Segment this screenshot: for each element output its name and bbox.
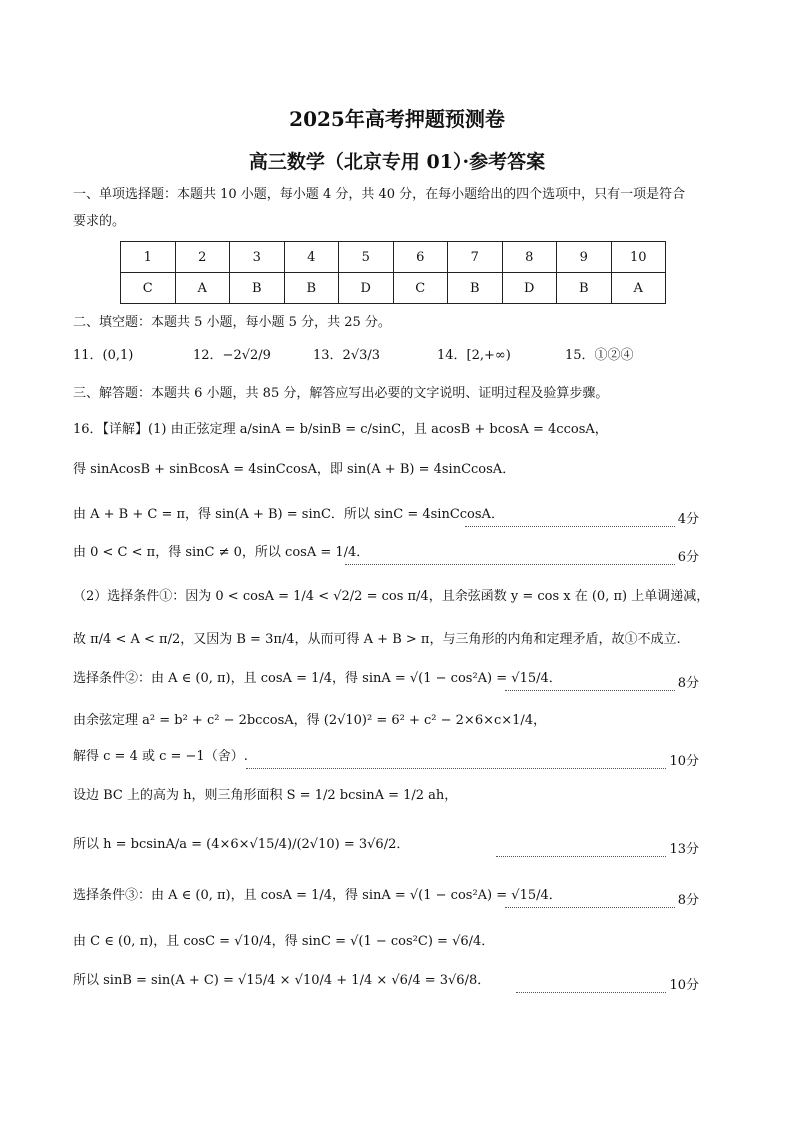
answer-number-row xyxy=(121,242,666,273)
score-mark: 8分 xyxy=(505,889,699,908)
question-number: 6 xyxy=(393,242,448,273)
fill-item-11 xyxy=(73,349,133,362)
section2-heading: 二、填空题：本题共 5 小题，每小题 5 分，共 25 分。 xyxy=(73,315,391,330)
solution-line: 所以 h = bcsinA/a = (4×6×√15/4)/(2√10) = 3√6/2． xyxy=(73,837,410,852)
solution-line: 16．【详解】(1) 由正弦定理 a/sinA = b/sinB = c/sinC，且 acosB + bcosA = 4ccosA， xyxy=(73,422,608,437)
section3-heading: 三、解答题：本题共 6 小题，共 85 分，解答应写出必要的文字说明、证明过程及验算步骤。 xyxy=(73,386,609,401)
solution-line: 故 π/4 < A < π/2，又因为 B = 3π/4，从而可得 A + B > π，与三角形的内角和定理矛盾，故①不成立. xyxy=(73,632,681,647)
score-mark: 13分 xyxy=(496,838,699,857)
solution-line: 由 0 < C < π，得 sinC ≠ 0，所以 cosA = 1/4． xyxy=(73,545,370,560)
answer-cell: B xyxy=(284,273,339,304)
doc-title: 2025年高考押题预测卷 xyxy=(289,107,505,131)
fill-number: 13． xyxy=(313,348,343,363)
fill-answer: (0,1) xyxy=(102,348,134,363)
solution-line: 选择条件③：由 A ∈ (0, π)，且 cosA = 1/4，得 sinA = √(1 − cos²A) = √15/4． xyxy=(73,888,562,903)
answer-cell: B xyxy=(557,273,612,304)
fill-item-13 xyxy=(313,349,380,362)
answer-cell: B xyxy=(448,273,503,304)
answer-cell: D xyxy=(502,273,557,304)
score-mark: 4分 xyxy=(465,508,699,527)
question-number: 3 xyxy=(230,242,285,273)
answer-cell: D xyxy=(339,273,394,304)
solution-line: 选择条件②：由 A ∈ (0, π)，且 cosA = 1/4，得 sinA = √(1 − cos²A) = √15/4． xyxy=(73,671,562,686)
section1-heading-2: 要求的。 xyxy=(73,214,126,229)
question-number: 2 xyxy=(175,242,230,273)
answer-cell: C xyxy=(121,273,176,304)
section1-heading-1: 一、单项选择题：本题共 10 小题，每小题 4 分，共 40 分，在每小题给出的四个选项中，只有一项是符合 xyxy=(73,187,686,202)
solution-line: 所以 sinB = sin(A + C) = √15/4 × √10/4 + 1/4 × √6/4 = 3√6/8． xyxy=(73,973,491,988)
fill-item-14 xyxy=(437,349,511,362)
fill-number: 11． xyxy=(73,348,103,363)
solution-line: （2）选择条件①：因为 0 < cosA = 1/4 < √2/2 = cos π/4，且余弦函数 y = cos x 在 (0, π) 上单调递减， xyxy=(73,589,710,604)
solution-line: 由 A + B + C = π，得 sin(A + B) = sinC．所以 sinC = 4sinCcosA． xyxy=(73,507,504,522)
fill-answer: ①②④ xyxy=(594,348,634,363)
fill-answer: 2√3/3 xyxy=(342,348,381,363)
answer-cell: B xyxy=(230,273,285,304)
answer-row xyxy=(121,273,666,304)
solution-line: 设边 BC 上的高为 h，则三角形面积 S = 1/2 bcsinA = 1/2 ah， xyxy=(73,788,458,803)
score-mark: 8分 xyxy=(505,672,699,691)
answer-cell: A xyxy=(175,273,230,304)
fill-number: 15． xyxy=(565,348,595,363)
doc-subtitle: 高三数学（北京专用 01）·参考答案 xyxy=(248,151,546,173)
solution-line: 解得 c = 4 或 c = −1（舍）. xyxy=(73,749,248,764)
question-number: 10 xyxy=(611,242,666,273)
solution-line: 由余弦定理 a² = b² + c² − 2bccosA，得 (2√10)² = 6² + c² − 2×6×c×1/4， xyxy=(73,713,547,728)
answer-table xyxy=(120,241,666,304)
question-number: 9 xyxy=(557,242,612,273)
fill-answer: −2√2/9 xyxy=(222,348,271,363)
question-number: 7 xyxy=(448,242,503,273)
fill-number: 14． xyxy=(437,348,467,363)
fill-item-15 xyxy=(565,349,634,362)
answer-cell: A xyxy=(611,273,666,304)
answer-cell: C xyxy=(393,273,448,304)
question-number: 8 xyxy=(502,242,557,273)
score-mark: 6分 xyxy=(345,546,699,565)
question-number: 5 xyxy=(339,242,394,273)
score-mark: 10分 xyxy=(516,974,699,993)
question-number: 4 xyxy=(284,242,339,273)
fill-item-12 xyxy=(193,349,271,362)
score-mark: 10分 xyxy=(246,750,699,769)
fill-answer: [2,+∞) xyxy=(466,348,511,363)
solution-line: 得 sinAcosB + sinBcosA = 4sinCcosA，即 sin(A + B) = 4sinCcosA． xyxy=(73,462,516,477)
solution-line: 由 C ∈ (0, π)，且 cosC = √10/4，得 sinC = √(1 − cos²C) = √6/4． xyxy=(73,934,495,949)
question-number: 1 xyxy=(121,242,176,273)
fill-number: 12． xyxy=(193,348,223,363)
